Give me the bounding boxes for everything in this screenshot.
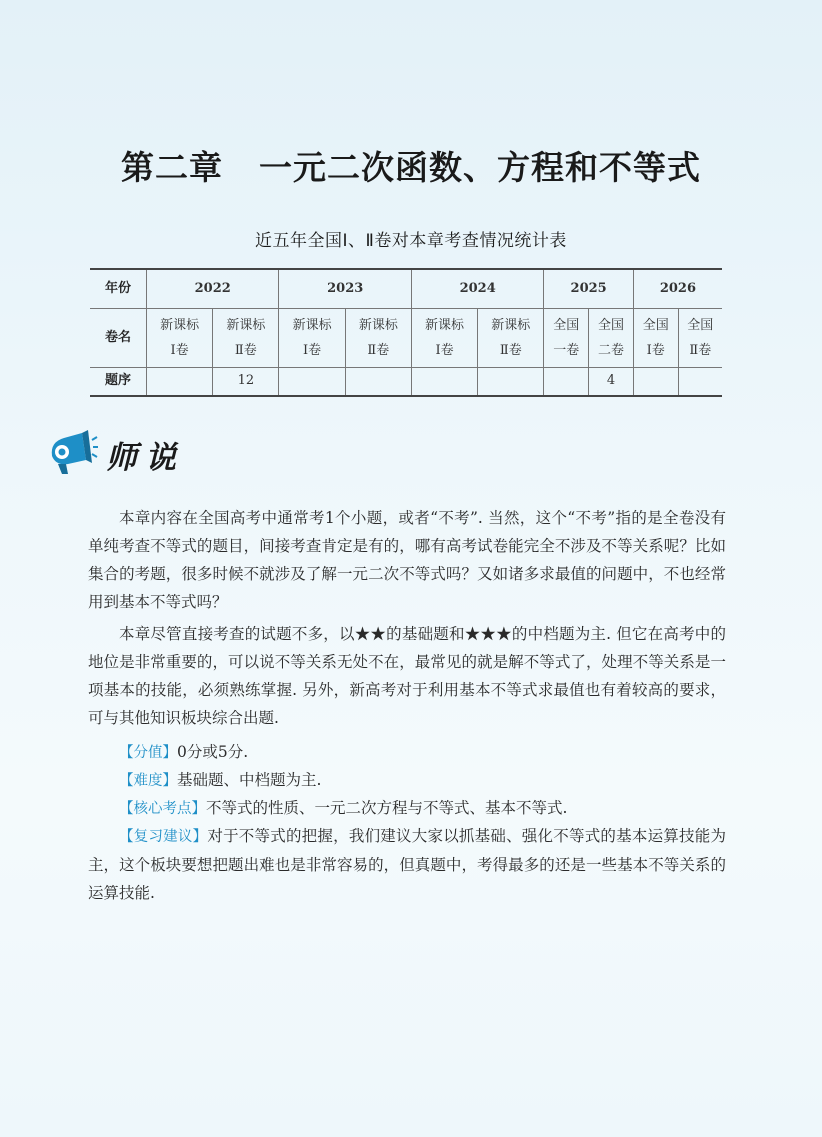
volume-cell — [411, 309, 477, 368]
question-number-cell — [678, 368, 722, 397]
chapter-name: 一元二次函数、方程和不等式 — [259, 148, 701, 187]
year-cell: 2026 — [633, 269, 722, 309]
tag-text: 对于不等式的把握，我们建议大家以抓基础、强化不等式的基本运算技能为主，这个板块要想把题出难也是非常容易的，但真题中，考得最多的还是一些基本不等关系的运算技能. — [88, 827, 726, 902]
question-number-cell — [478, 368, 544, 397]
volume-line1: 全国 — [642, 318, 669, 333]
question-number-cell — [147, 368, 213, 397]
megaphone-icon — [48, 430, 98, 476]
volume-line2: Ⅰ卷 — [303, 343, 322, 358]
volume-cell — [345, 309, 411, 368]
volume-line2: Ⅰ卷 — [646, 343, 665, 358]
question-number-cell: 4 — [589, 368, 634, 397]
tag-label: 【分值】 — [119, 745, 177, 761]
tag-label: 【难度】 — [119, 773, 177, 789]
row-header-year: 年份 — [90, 269, 147, 309]
volume-cell — [147, 309, 213, 368]
tag-label: 【复习建议】 — [119, 829, 208, 845]
section-header — [48, 428, 248, 478]
section-title: 师说 — [106, 440, 184, 476]
tag-text: 0分或5分. — [177, 743, 249, 761]
volume-cell — [478, 309, 544, 368]
volume-line1: 新课标 — [292, 318, 332, 333]
year-cell: 2025 — [544, 269, 633, 309]
volume-line1: 新课标 — [160, 318, 200, 333]
year-cell: 2023 — [279, 269, 411, 309]
volume-line1: 全国 — [597, 318, 624, 333]
question-number-cell — [633, 368, 678, 397]
volume-cell — [279, 309, 345, 368]
core-topics-line — [88, 794, 726, 823]
table-row-volume — [90, 309, 722, 368]
table-row-question-number — [90, 368, 722, 397]
difficulty-line — [88, 766, 726, 795]
year-cell: 2024 — [411, 269, 543, 309]
review-advice-line — [88, 822, 726, 907]
volume-line2: Ⅱ卷 — [689, 343, 712, 358]
volume-line1: 新课标 — [226, 318, 266, 333]
tag-text: 基础题、中档题为主. — [177, 771, 322, 789]
question-number-cell — [411, 368, 477, 397]
question-number-cell — [544, 368, 589, 397]
table-row-year — [90, 269, 722, 309]
volume-line1: 全国 — [687, 318, 714, 333]
volume-line2: 一卷 — [553, 343, 580, 358]
chapter-number: 第二章 — [121, 148, 223, 187]
chapter-title — [0, 142, 822, 189]
tag-label: 【核心考点】 — [119, 801, 206, 817]
volume-cell — [544, 309, 589, 368]
volume-line1: 全国 — [553, 318, 580, 333]
question-number-cell: 12 — [213, 368, 279, 397]
volume-line1: 新课标 — [425, 318, 465, 333]
volume-line1: 新课标 — [491, 318, 531, 333]
year-cell: 2022 — [147, 269, 279, 309]
volume-line2: Ⅱ卷 — [499, 343, 522, 358]
volume-cell — [589, 309, 634, 368]
tag-text: 不等式的性质、一元二次方程与不等式、基本不等式. — [206, 799, 568, 817]
score-line — [88, 738, 726, 767]
volume-line1: 新课标 — [358, 318, 398, 333]
volume-line2: Ⅰ卷 — [170, 343, 189, 358]
volume-cell — [678, 309, 722, 368]
volume-line2: Ⅱ卷 — [367, 343, 390, 358]
question-number-cell — [279, 368, 345, 397]
volume-line2: 二卷 — [597, 343, 624, 358]
row-header-volume: 卷名 — [90, 309, 147, 368]
body-paragraph: 本章尽管直接考查的试题不多，以★★的基础题和★★★的中档题为主. 但它在高考中的地位是非常重要的，可以说不等关系无处不在，最常见的就是解不等式了，处理不等关系是一项基本的技能，必须熟练掌握. 另外，新高考对于利用基本不等式求最值也有着较高的要求，可与其他知识板块综合出题. — [88, 625, 726, 727]
exam-statistics-table — [90, 268, 722, 397]
table-caption: 近五年全国Ⅰ、Ⅱ卷对本章考查情况统计表 — [255, 231, 567, 251]
row-header-question-number: 题序 — [90, 368, 147, 397]
volume-cell — [213, 309, 279, 368]
body-paragraph: 本章内容在全国高考中通常考1个小题，或者“不考”. 当然，这个“不考”指的是全卷没有单纯考查不等式的题目，间接考查肯定是有的，哪有高考试卷能完全不涉及不等关系呢？比如集合的考题，很多时候不就涉及了解一元二次不等式吗？又如诸多求最值的问题中，不也经常用到基本不等式吗？ — [88, 509, 726, 611]
volume-line2: Ⅱ卷 — [234, 343, 257, 358]
question-number-cell — [345, 368, 411, 397]
volume-cell — [633, 309, 678, 368]
volume-line2: Ⅰ卷 — [435, 343, 454, 358]
